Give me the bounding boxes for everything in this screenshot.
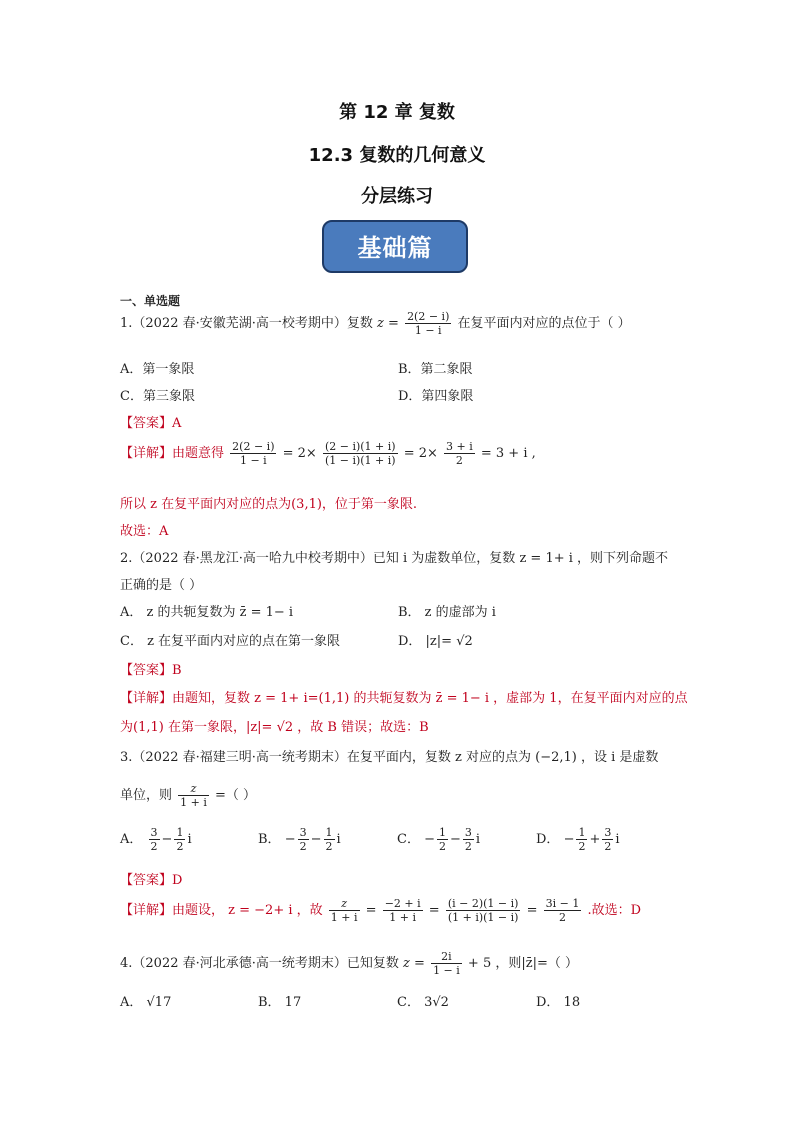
chapter-title: 第 12 章 复数 (339, 102, 455, 123)
q1-option-c: C．第三象限 (120, 389, 195, 404)
q1-detail-line3: 故选：A (120, 524, 169, 539)
q4-option-d: D． 18 (536, 995, 581, 1010)
q1-answer: 【答案】A (120, 416, 182, 431)
q2-stem-line1: 2.（2022 春·黑龙江·高一哈九中校考期中）已知 i 为虚数单位，复数 z = 1+ i ，则下列命题不 (120, 551, 669, 566)
q1-formula: $\frac{2(2 - i)}{1 - i}$ (407, 310, 450, 337)
q1-option-a: A．第一象限 (120, 362, 195, 377)
subtitle: 分层练习 (361, 186, 433, 207)
section-title: 12.3 复数的几何意义 (308, 145, 486, 166)
q2-option-a: A． z 的共轭复数为 z̄ = 1− i (120, 605, 294, 620)
q2-detail-line2: 为(1,1) 在第一象限，|z|= √2 ，故 B 错误；故选：B (120, 720, 429, 735)
section-label: 一、单选题 (120, 294, 181, 308)
q4-option-c: C． 3√2 (397, 995, 449, 1010)
q3-option-a: A． $\frac{3}{2}$ − $\frac{1}{2}$ i (120, 826, 192, 853)
q3-stem-line1: 3.（2022 春·福建三明·高一统考期末）在复平面内，复数 z 对应的点为 (−2,1) ，设 i 是虚数 (120, 750, 659, 765)
q3-detail: 【详解】由题设， z = −2+ i ，故 $\frac{z}{1 + i}$ = $\frac{-2 + i}{1 + i}$ = $\frac{(i - 2)(1 - i)}{(1 + i)(1 - i)}$ = $\frac{3i - 1}{2}$ .故选：D (120, 897, 642, 924)
q2-answer: 【答案】B (120, 663, 182, 678)
q1-detail-line2: 所以 z 在复平面内对应的点为(3,1)，位于第一象限. (120, 497, 418, 512)
q1-option-b: B．第二象限 (398, 362, 473, 377)
q1-stem-post: 在复平面内对应的点位于（ ） (457, 316, 631, 331)
q2-option-b: B． z 的虚部为 i (398, 605, 496, 620)
q1-detail: 【详解】由题意得 $\frac{2(2 - i)}{1 - i}$ = 2× $\frac{(2 - i)(1 + i)}{(1 - i)(1 + i)}$ = 2× $\frac{3 + i}{2}$ = 3 + i , (120, 440, 536, 467)
q3-option-c: C． − $\frac{1}{2}$ − $\frac{3}{2}$ i (397, 826, 481, 853)
q2-option-d: D． |z|= √2 (398, 634, 473, 649)
q3-option-d: D． − $\frac{1}{2}$ + $\frac{3}{2}$ i (536, 826, 620, 853)
q3-stem-line2: 单位，则 $\frac{z}{1 + i}$ =（ ） (120, 782, 257, 809)
q2-stem-line2: 正确的是（ ） (120, 578, 203, 593)
q1-detail-label: 【详解】 (120, 446, 173, 461)
q3-option-b: B． − $\frac{3}{2}$ − $\frac{1}{2}$ i (258, 826, 341, 853)
q3-answer: 【答案】D (120, 873, 183, 888)
q4-stem: 4.（2022 春·河北承德·高一统考期末）已知复数 z = $\frac{2i}{1 - i}$ + 5 ，则|z̄|=（ ） (120, 950, 578, 977)
q2-option-c: C． z 在复平面内对应的点在第一象限 (120, 634, 341, 649)
question-1: 1.（2022 春·安徽芜湖·高一校考期中）复数 z = $\frac{2(2 - i)}{1 - i}$ 在复平面内对应的点位于（ ） (120, 310, 631, 337)
q4-option-a: A． √17 (120, 995, 172, 1010)
q4-option-b: B． 17 (258, 995, 302, 1010)
q2-detail-line1: 【详解】由题知，复数 z = 1+ i=(1,1) 的共轭复数为 z̄ = 1− i ，虚部为 1，在复平面内对应的点 (120, 691, 688, 706)
q1-stem-pre: 1.（2022 春·安徽芜湖·高一校考期中）复数 (120, 316, 373, 331)
level-badge: 基础篇 (322, 220, 468, 273)
q1-option-d: D．第四象限 (398, 389, 474, 404)
